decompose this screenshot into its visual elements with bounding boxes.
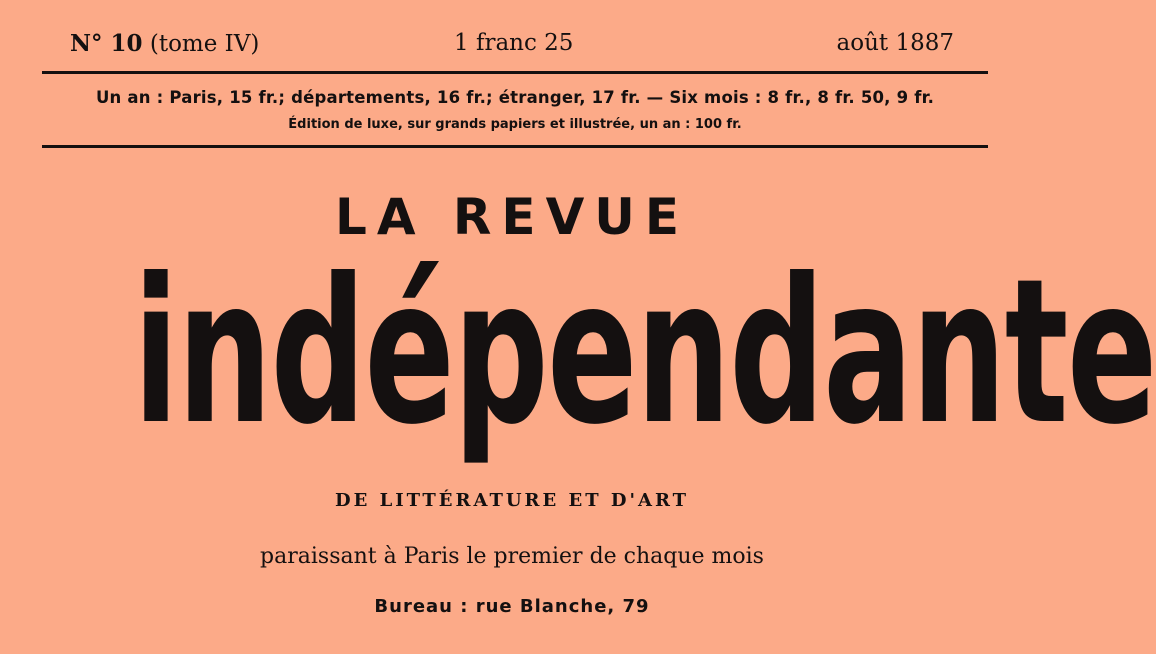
issue-number: N° 10 <box>70 30 143 57</box>
luxe-edition-rate: Édition de luxe, sur grands papiers et illustrée, un an : 100 fr. <box>288 117 742 132</box>
issue-info <box>70 30 259 57</box>
header-divider-top <box>42 71 988 74</box>
masthead-subtitle: DE LITTÉRATURE ET D'ART <box>334 490 690 511</box>
masthead-title: indépendante <box>133 236 1156 469</box>
issue-date: août 1887 <box>836 30 954 56</box>
masthead-prefix: LA REVUE <box>334 188 690 246</box>
issue-header <box>40 30 984 66</box>
subscription-rates: Un an : Paris, 15 fr.; départements, 16 fr.; étranger, 17 fr. — Six mois : 8 fr., 8 fr. 50, 9 fr. <box>95 88 935 107</box>
office-address: Bureau : rue Blanche, 79 <box>374 596 650 617</box>
issue-price: 1 franc 25 <box>454 30 574 56</box>
header-divider-bottom <box>42 145 988 148</box>
issue-volume: (tome IV) <box>149 31 260 57</box>
publication-frequency: paraissant à Paris le premier de chaque mois <box>260 544 764 569</box>
